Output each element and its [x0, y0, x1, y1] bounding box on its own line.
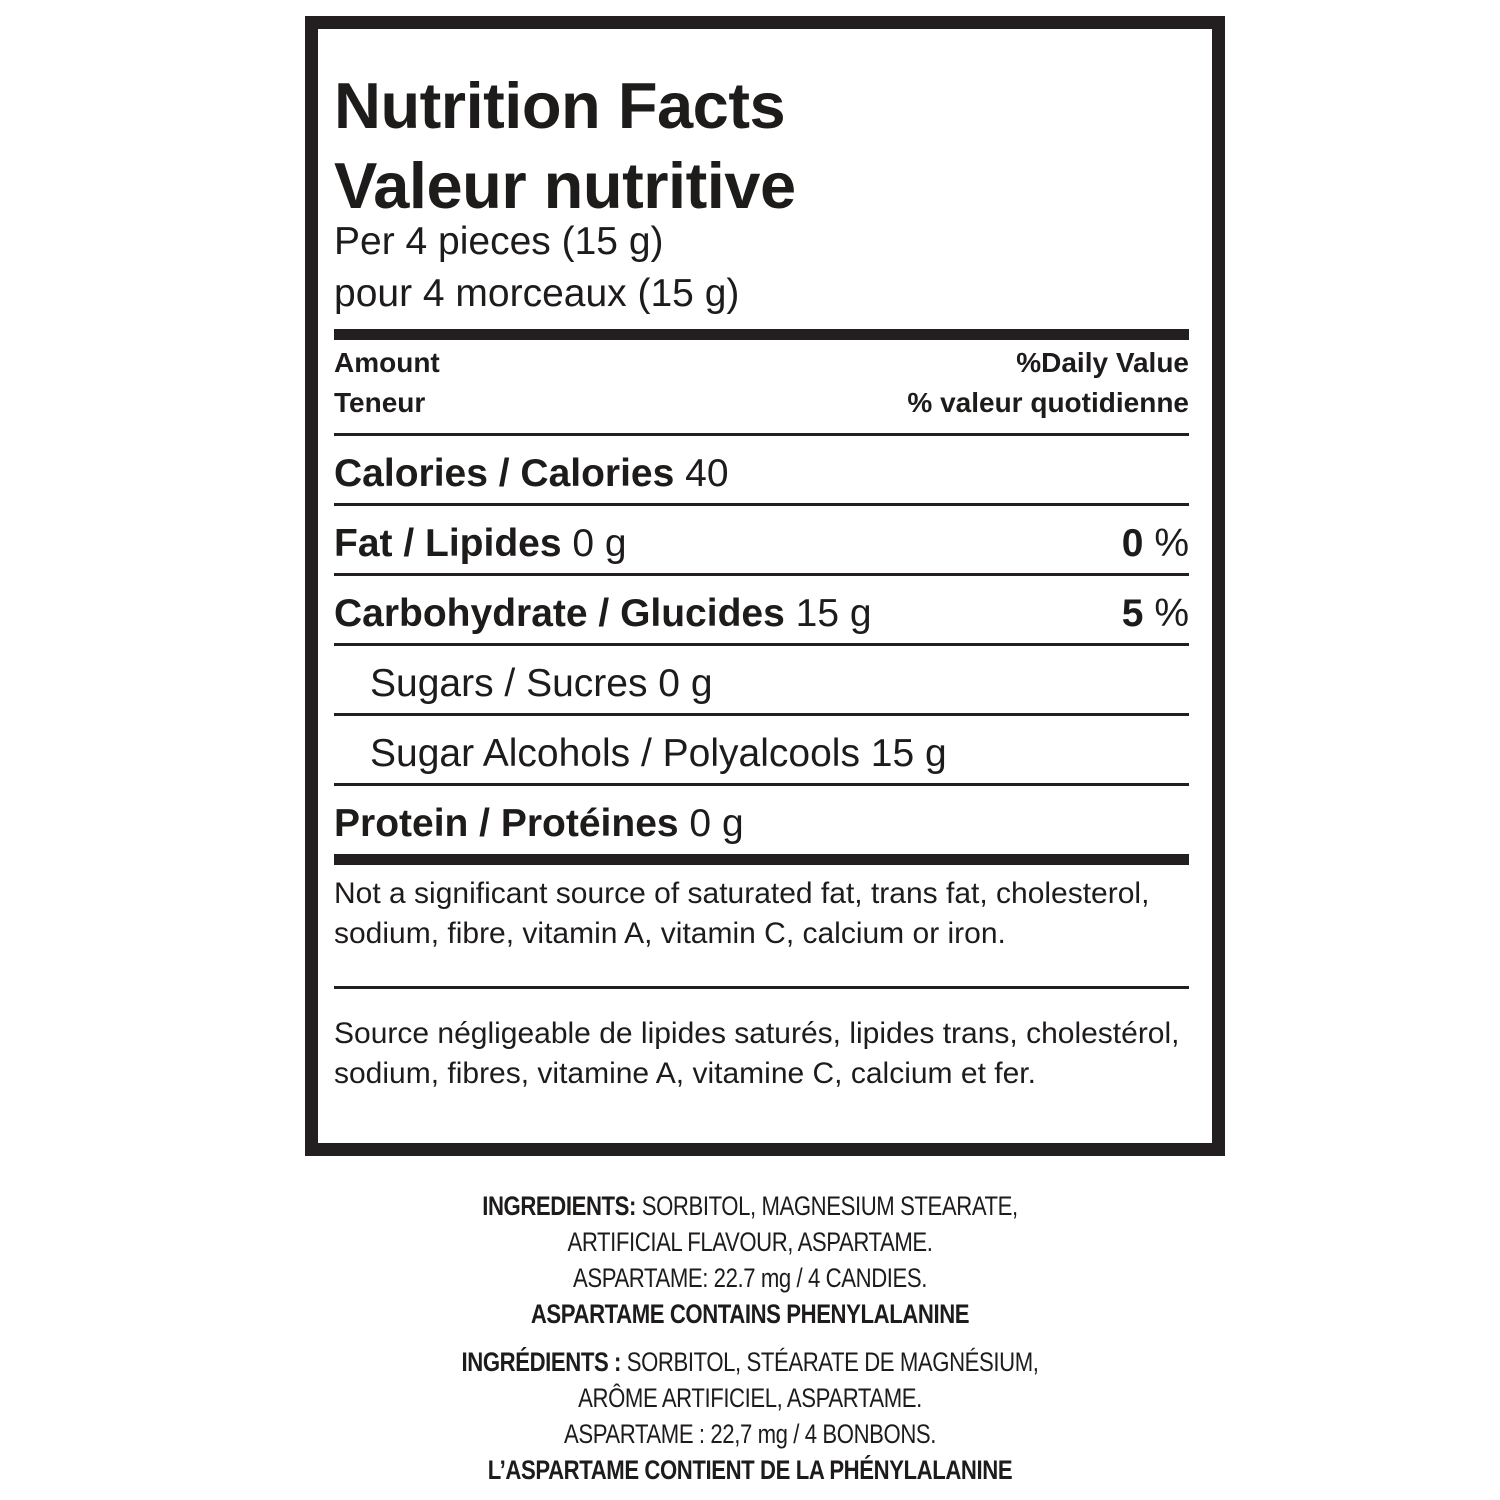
ingredients-english-line-2: ARTIFICIAL FLAVOUR, ASPARTAME. [567, 1227, 933, 1257]
divider [334, 986, 1189, 989]
calories-label: Calories / Calories [334, 452, 675, 495]
calories-row [334, 454, 1189, 493]
amount-label: Amount [334, 347, 440, 378]
protein-label: Protein / Protéines [334, 802, 679, 845]
carbohydrate-row [334, 594, 1189, 633]
fat-amount: 0 g [561, 522, 627, 565]
phenylalanine-warning-french: L’ASPARTAME CONTIENT DE LA PHÉNYLALANINE [487, 1455, 1013, 1485]
calories-value: 40 [674, 452, 729, 495]
carbohydrate-amount: 15 g [784, 592, 872, 635]
sugars-row [334, 664, 1189, 703]
thick-divider [334, 854, 1189, 865]
aspartame-amount-english: ASPARTAME: 22.7 mg / 4 CANDIES. [573, 1263, 927, 1293]
sugars-label: Sugars / Sucres 0 g [370, 662, 713, 705]
protein-amount: 0 g [678, 802, 744, 845]
ingredients-english [381, 1188, 1119, 1332]
title-french: Valeur nutritive [334, 149, 796, 222]
protein-row [334, 804, 1189, 843]
divider [334, 713, 1189, 716]
daily-value-label: %Daily Value [1016, 347, 1189, 378]
thick-divider [334, 329, 1189, 340]
not-significant-note-english: Not a significant source of saturated fat, trans fat, cholesterol, sodium, fibre, vitamin A, vitamin C, calcium or iron. [334, 877, 1150, 950]
fat-row [334, 524, 1189, 563]
serving-size-french: pour 4 morceaux (15 g) [334, 272, 740, 315]
divider [334, 503, 1189, 506]
fat-daily-value: 0 % [1121, 522, 1189, 565]
not-significant-note-french: Source négligeable de lipides saturés, lipides trans, cholestérol, sodium, fibres, vitamine A, vitamine C, calcium et fer. [334, 1017, 1180, 1090]
sugar-alcohols-row [334, 734, 1189, 773]
sugar-alcohols-label: Sugar Alcohols / Polyalcools 15 g [370, 732, 947, 775]
divider [334, 783, 1189, 786]
serving-size-english: Per 4 pieces (15 g) [334, 220, 664, 263]
amount-label-french: Teneur [334, 387, 426, 418]
phenylalanine-warning-english: ASPARTAME CONTAINS PHENYLALANINE [530, 1299, 970, 1329]
carbohydrate-daily-value: 5 % [1121, 592, 1189, 635]
nutrition-facts-panel [305, 16, 1225, 1156]
fat-label: Fat / Lipides [334, 522, 562, 565]
aspartame-amount-french: ASPARTAME : 22,7 mg / 4 BONBONS. [564, 1419, 936, 1449]
title-english: Nutrition Facts [334, 69, 786, 142]
ingredients-french [381, 1344, 1119, 1488]
ingredients-french-line-2: ARÔME ARTIFICIEL, ASPARTAME. [578, 1383, 922, 1413]
ingredients-french-line-1: INGRÉDIENTS : SORBITOL, STÉARATE DE MAGNÉSIUM, [461, 1347, 1039, 1377]
ingredients-english-line-1: INGREDIENTS: SORBITOL, MAGNESIUM STEARATE, [482, 1191, 1018, 1221]
divider [334, 433, 1189, 436]
divider [334, 573, 1189, 576]
divider [334, 643, 1189, 646]
daily-value-label-french: % valeur quotidienne [907, 387, 1189, 418]
carbohydrate-label: Carbohydrate / Glucides [334, 592, 785, 635]
